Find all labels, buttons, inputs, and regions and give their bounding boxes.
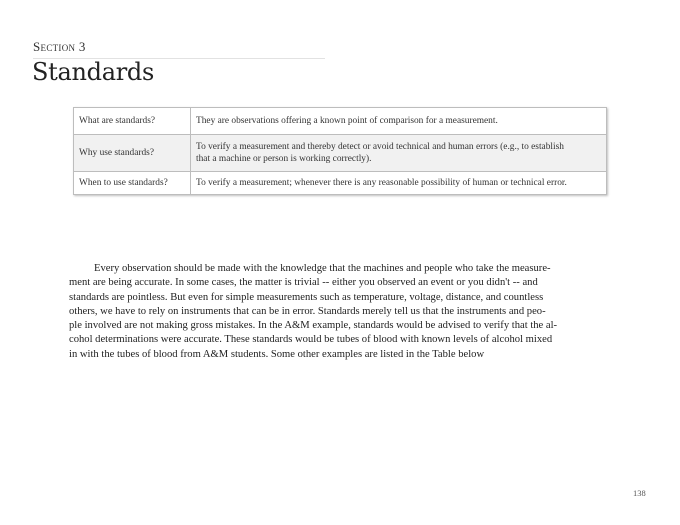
standards-summary-table (73, 107, 607, 195)
paragraph-line: cohol determinations were accurate. These standards would be tubes of blood with known levels of alcohol mixed (69, 334, 553, 346)
table-row (74, 108, 607, 135)
table-answer-cell (191, 108, 607, 135)
table-answer-cell (191, 135, 607, 172)
paragraph-line: others, we have to rely on instruments that can be in error. Standards merely tell us that the instruments and peo- (69, 305, 546, 317)
section-label (33, 39, 86, 55)
paragraph-line: ment are being accurate. In some cases, the matter is trivial -- either you observed an event or you didn't -- and (69, 277, 538, 289)
section-label-prefix: Section (33, 39, 76, 54)
answer-line: that a machine or person is working correctly). (196, 154, 372, 164)
body-paragraph (69, 262, 606, 362)
paragraph-line: ple involved are not making gross mistakes. In the A&M example, standards would be advised to verify that the al- (69, 320, 558, 332)
table-question-cell: Why use standards? (74, 135, 191, 172)
table-question-cell: What are standards? (74, 108, 191, 135)
page-number: 138 (633, 488, 646, 498)
table-answer-cell (191, 172, 607, 195)
table-row (74, 172, 607, 195)
paragraph-line: in with the tubes of blood from A&M students. Some other examples are listed in the Table below (69, 348, 485, 360)
answer-line: To verify a measurement; whenever there is any reasonable possibility of human or technical error. (196, 178, 567, 188)
page-title: Standards (32, 58, 154, 86)
paragraph-line: standards are pointless. But even for simple measurements such as temperature, voltage, distance, and countless (69, 291, 544, 303)
table-question-cell: When to use standards? (74, 172, 191, 195)
paragraph-line: Every observation should be made with the knowledge that the machines and people who take the measure- (94, 263, 551, 274)
answer-line: To verify a measurement and thereby detect or avoid technical and human errors (e.g., to establish (196, 142, 564, 152)
answer-line: They are observations offering a known point of comparison for a measurement. (196, 116, 498, 126)
table-row (74, 135, 607, 172)
section-number: 3 (78, 39, 86, 54)
